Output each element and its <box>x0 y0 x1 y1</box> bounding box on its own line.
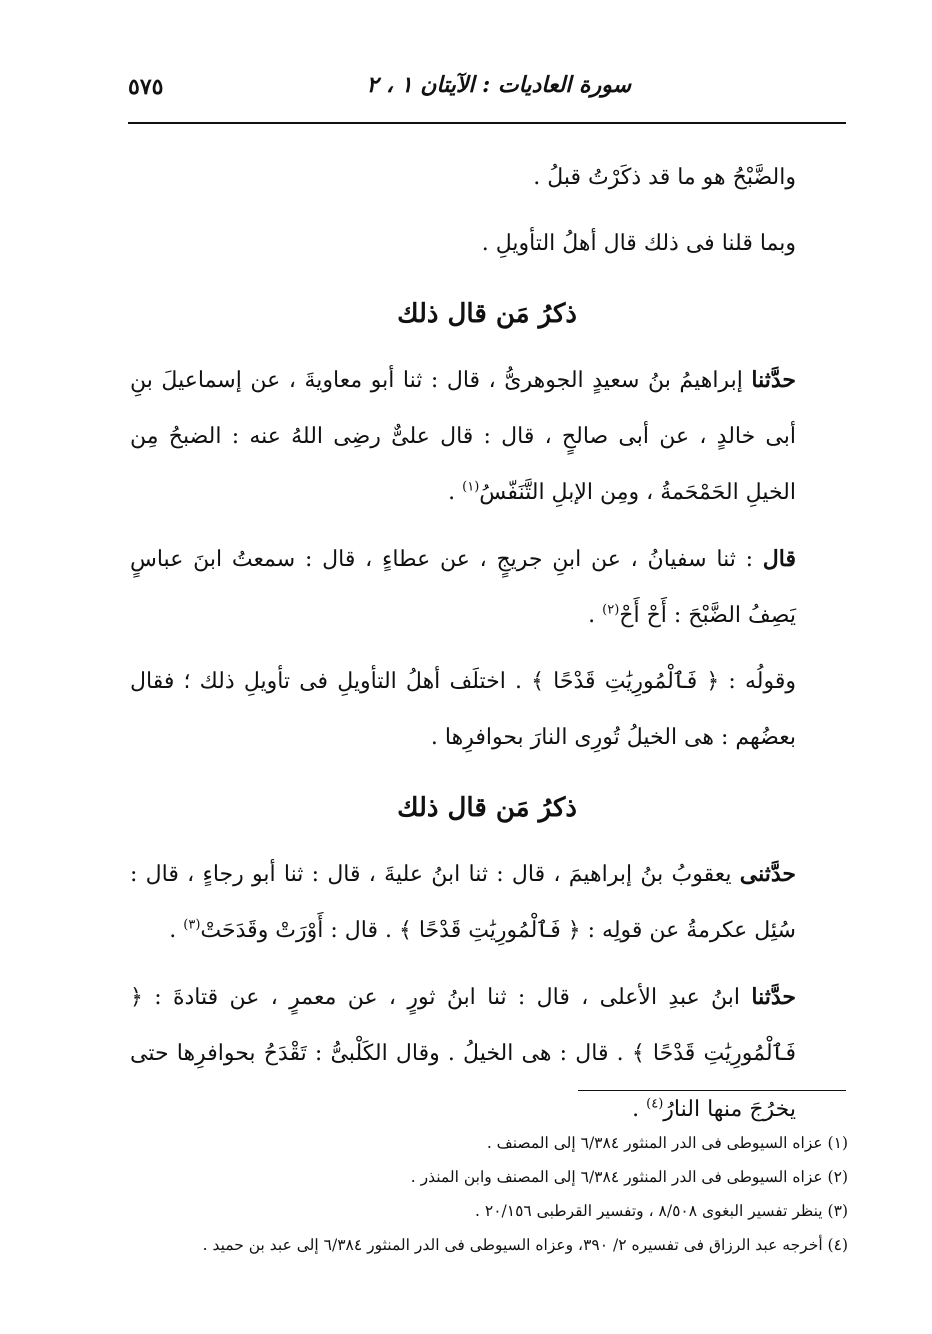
narration-tail: . <box>169 918 184 943</box>
narration-tail: . <box>632 1097 647 1122</box>
footnote-4: (٤) أخرجه عبد الرزاق فى تفسيره ٢/ ٣٩٠، وعزاه السيوطى فى الدر المنثور ٦/٣٨٤ إلى عبد بن حميد . <box>202 1236 848 1254</box>
footnote-ref[interactable]: (٣) <box>183 917 201 933</box>
section-heading: ذكرُ مَن قال ذلك <box>397 793 577 823</box>
header-rule <box>128 122 846 124</box>
running-header <box>128 72 846 108</box>
narration-tail: . <box>588 603 603 628</box>
narration-lead: حدَّثنا <box>751 367 796 393</box>
footnote-ref[interactable]: (٢) <box>602 602 620 618</box>
narration-qatada <box>130 969 844 1138</box>
paragraph-consensus <box>130 216 844 272</box>
narration-ibn-abbas <box>130 531 844 644</box>
narration-text: : ثنا سفيانُ ، عن ابنِ جريجٍ ، عن عطاءٍ ، قال : سمعتُ ابنَ عباسٍ يَصِفُ الضَّبْحَ : أَحْ أَحْ <box>130 547 796 628</box>
paragraph-text: وقولُه : ﴿ فَٱلْمُورِيَٰتِ قَدْحًا ﴾ . اختلَف أهلُ التأويلِ فى تأويلِ ذلك ؛ فقال بعضُهم : هى الخيلُ تُورِى النارَ بحوافرِها . <box>130 669 796 750</box>
footnotes <box>130 1126 848 1262</box>
footnote-ref[interactable]: (٤) <box>646 1096 664 1112</box>
paragraph-text: والضَّبْحُ هو ما قد ذكَرْتُ قبلُ . <box>533 165 796 190</box>
narration-ali <box>130 352 844 521</box>
footnote-ref[interactable]: (١) <box>462 479 480 495</box>
footnote-2: (٢) عزاه السيوطى فى الدر المنثور ٦/٣٨٤ إلى المصنف وابن المنذر . <box>410 1168 848 1186</box>
narration-lead: قال <box>762 546 796 572</box>
narration-tail: . <box>448 480 463 505</box>
section-heading: ذكرُ مَن قال ذلك <box>397 299 577 329</box>
footnote-3: (٣) ينظر تفسير البغوى ٨/٥٠٨ ، وتفسير القرطبى ٢٠/١٥٦ . <box>475 1202 848 1220</box>
paragraph-text: وبما قلنا فى ذلك قال أهلُ التأويلِ . <box>481 231 796 256</box>
narration-text: يعقوبُ بنُ إبراهيمَ ، قال : ثنا ابنُ عليةَ ، قال : ثنا أبو رجاءٍ ، قال : سُئِل عكرمةُ عن قولِه : ﴿ فَٱلْمُورِيَٰتِ قَدْحًا ﴾ . قال : أَوْرَتْ وقَدَحَتْ <box>130 862 796 943</box>
paragraph-dabh-definition <box>130 150 844 206</box>
page-number: ٥٧٥ <box>128 74 164 100</box>
narration-lead: حدَّثنا <box>751 984 796 1010</box>
narration-text: ابنُ عبدِ الأعلى ، قال : ثنا ابنُ ثورٍ ، عن معمرٍ ، عن قتادةَ : ﴿ فَٱلْمُورِيَٰتِ قَدْحًا ﴾ . قال : هى الخيلُ . وقال الكَلْبىُّ : تَقْدَحُ بحوافرِها حتى يخرُجَ منها النارُ <box>130 985 796 1122</box>
footnote-1: (١) عزاه السيوطى فى الدر المنثور ٦/٣٨٤ إلى المصنف . <box>486 1134 848 1152</box>
running-title: سورة العاديات : الآيتان ١ ، ٢ <box>366 72 631 98</box>
narration-ikrima <box>130 846 844 959</box>
narration-lead: حدَّثنى <box>739 861 796 887</box>
paragraph-muriyat <box>130 654 844 766</box>
narration-text: إبراهيمُ بنُ سعيدٍ الجوهرىُّ ، قال : ثنا أبو معاويةَ ، عن إسماعيلَ بنِ أبى خالدٍ ، عن أبى صالحٍ ، قال : قال علىٌّ رضِى اللهُ عنه : الضبحُ مِن الخيلِ الحَمْحَمةُ ، ومِن الإبلِ التَّنَفّسُ <box>130 368 796 505</box>
footnote-separator <box>578 1090 846 1091</box>
main-text <box>130 150 844 1148</box>
